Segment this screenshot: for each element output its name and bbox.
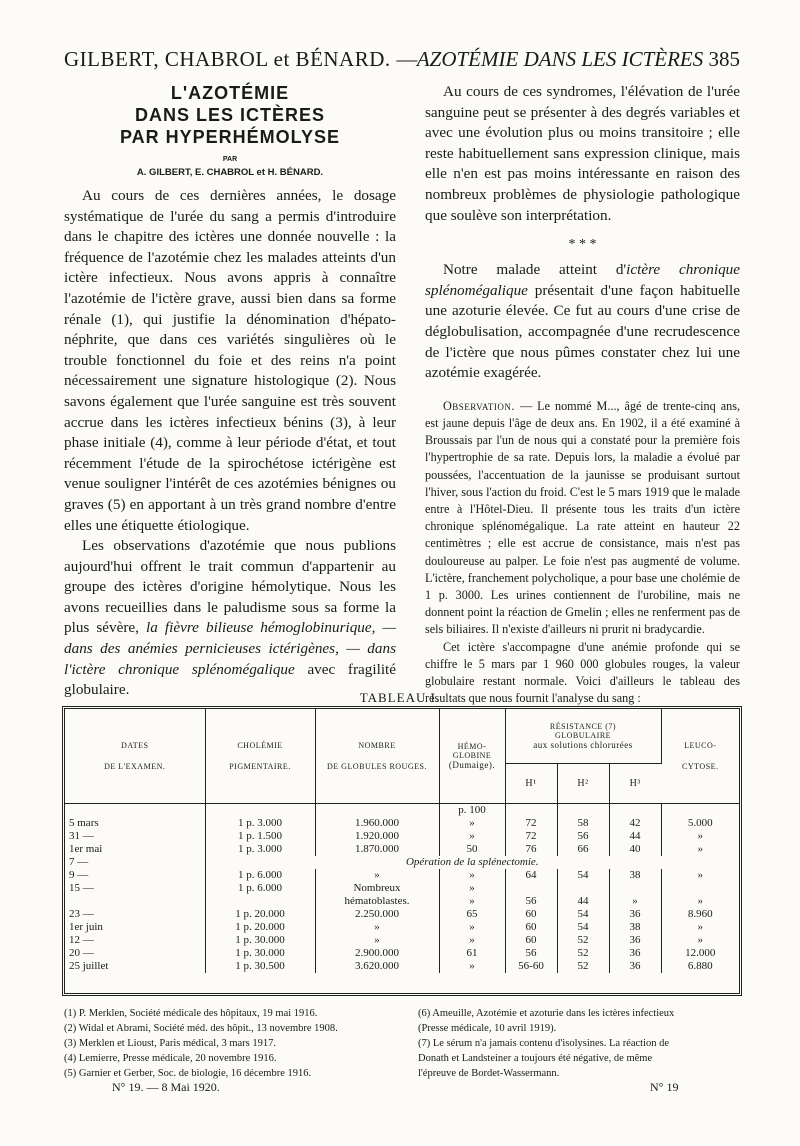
observation-paragraph <box>425 398 740 639</box>
cell-nombre: Nombreux <box>315 882 439 895</box>
header-leucocytose <box>661 709 739 804</box>
cell-hemo: » <box>439 830 505 843</box>
cell-date: 9 — <box>65 869 205 882</box>
cell-nombre: » <box>315 921 439 934</box>
footnote-7c: l'épreuve de Bordet-Wassermann. <box>418 1068 560 1079</box>
cell-h2: 56 <box>557 830 609 843</box>
cell-chol: 1 p. 20.000 <box>205 921 315 934</box>
cell-h3: 36 <box>609 908 661 921</box>
observation-text: — Le nommé M..., âgé de trente-cinq ans, est jaune depuis l'âge de deux ans. En 1902, il a été examiné à Broussais par l'un de nous qui a constaté pour la première fois l'hypertrophie de sa rate. Depuis lors, la maladie a évolué par poussées, l'accentuation de la jaunisse se produisant surtout l'hiver, sous l'action du froid. C'est le 5 mars 1919 que le malade entre à l'Hôtel-Dieu. Il présente tous les traits d'un ictère chronique splénomégalique. La rate atteint en hauteur 22 centimètres ; elle est accrue de consistance, mais n'est pas douloureuse au palper. Le foie n'est pas augmenté de volume. L'ictère, franchement polycholique, a pour base une cholémie de 1 p. 3000. Les urines contiennent de l'urobiline, mais ne donnent point la réaction de Gmelin ; elles ne renferment pas de sels biliaires. Il n'existe d'ailleurs ni prurit ni bradycardie. <box>425 398 741 637</box>
right-p2-end: présentait d'une façon habituelle une azoturie élevée. Ce fut au cours d'une crise de déglobulisation, accompagnée d'une recrudescence de l'ictère que nous pûmes constater chez lui une azotémie exagérée. <box>425 281 741 382</box>
footnote-7b: Donath et Landsteiner a toujours été négative, de même <box>418 1053 653 1064</box>
footnote-7: (7) Le sérum n'a jamais contenu d'isolysines. La réaction de <box>418 1038 670 1049</box>
table-row <box>65 817 739 830</box>
cell-date: 1er juin <box>65 921 205 934</box>
cell-nombre: 3.620.000 <box>315 960 439 973</box>
header-h1: H¹ <box>505 764 557 804</box>
cell-h3: 38 <box>609 869 661 882</box>
issue-info: N° 19. — 8 Mai 1920. <box>112 1080 220 1094</box>
footnotes-left <box>64 1006 404 1081</box>
blood-analysis-table <box>62 706 742 996</box>
cell-h3: » <box>609 895 661 908</box>
header-cholemie-2: PIGMENTAIRE. <box>229 762 291 771</box>
table-row <box>65 960 739 973</box>
cell-leuco: » <box>697 830 703 842</box>
left-p2-end: avec fragilité globulaire. <box>64 660 396 699</box>
cell-hemo: » <box>439 921 505 934</box>
table-body-before <box>65 817 739 856</box>
operation-row <box>65 856 739 869</box>
running-header <box>64 47 740 77</box>
cell-leuco: » <box>697 895 703 907</box>
header-hemo-2: GLOBINE <box>452 751 492 760</box>
cell-chol <box>205 895 315 908</box>
left-p2-text: Les observations d'azotémie que nous publions aujourd'hui offrent le trait commun d'appartenir au groupe des ictères d'origine hémolytique. Nous les avons recueillies dans le paludisme sous sa forme la plus sévère, <box>64 537 396 637</box>
header-resist-1: RÉSISTANCE (7) <box>549 722 617 731</box>
cell-nombre: » <box>315 934 439 947</box>
unit-row <box>65 804 739 818</box>
header-dates-2: DE L'EXAMEN. <box>104 762 166 771</box>
cell-leuco: 8.960 <box>687 908 713 920</box>
cell-date <box>65 895 205 908</box>
article-title-line-2: DANS LES ICTÈRES <box>134 105 326 125</box>
cell-leuco: » <box>697 934 703 946</box>
header-cholemie <box>205 709 315 804</box>
table-row <box>65 869 739 882</box>
left-paragraph-1: Au cours de ces dernières années, le dosage systématique de l'urée du sang a permis d'introduire dans le chapitre des ictères une donnée nouvelle : la fréquence de l'azotémie chez les malades atteints d'un ictère infectieux. Nous avons appris à connaître l'azotémie de l'ictère grave, aussi bien dans sa forme rénale (1), qui justifie la dénomination d'hépato-néphrite, que dans ces variétés singulières où le trouble fonctionnel du foie et des reins n'a point nécessairement une signature histologique (2). Nous savons également que l'urée sanguine est très souvent accrue dans les ictères infectieux bénins (3), à leur phase initiale (4), comme à leur période d'état, et tout récemment l'étude de la spirochétose ictérigène est venue souligner l'intérêt de ces azotémies bénignes ou graves (5) en apportant à un très grand nombre d'entre elles une étiquette étiologique. <box>64 187 396 534</box>
table-row <box>65 921 739 934</box>
table-row <box>65 947 739 960</box>
footnote-4: (4) Lemierre, Presse médicale, 20 novembre 1916. <box>64 1053 277 1064</box>
footnote-6b: (Presse médicale, 10 avril 1919). <box>418 1023 557 1034</box>
cell-chol: 1 p. 30.000 <box>205 934 315 947</box>
footnote-1: (1) P. Merklen, Société médicale des hôpitaux, 19 mai 1916. <box>64 1008 318 1019</box>
footnote-6: (6) Ameuille, Azotémie et azoturie dans les ictères infectieux <box>418 1008 675 1019</box>
cell-h2: 58 <box>557 817 609 830</box>
cell-nombre: 2.250.000 <box>315 908 439 921</box>
footnote-3: (3) Merklen et Lioust, Paris médical, 3 mars 1917. <box>64 1038 276 1049</box>
table-row <box>65 830 739 843</box>
table-row <box>65 882 739 895</box>
cell-chol: 1 p. 3.000 <box>205 843 315 856</box>
cell-h1: 72 <box>505 830 557 843</box>
footnotes-right <box>418 1006 740 1081</box>
right-p2-italic: ictère chronique splénomégalique <box>425 261 740 299</box>
cell-h1 <box>505 882 557 895</box>
right-paragraph-2 <box>425 260 740 384</box>
header-dates-1: DATES <box>121 741 149 750</box>
table-row <box>65 843 739 856</box>
article-authors: A. GILBERT, E. CHABROL et H. BÉNARD. <box>136 167 324 178</box>
cell-leuco <box>661 882 739 895</box>
cell-date: 20 — <box>65 947 205 960</box>
cell-leuco: » <box>697 843 703 855</box>
header-cholemie-1: CHOLÉMIE <box>237 741 283 750</box>
cell-h2 <box>557 882 609 895</box>
header-nombre <box>315 709 439 804</box>
header-title <box>417 47 740 72</box>
cell-h3: 38 <box>609 921 661 934</box>
cell-hemo: » <box>439 960 505 973</box>
cell-leuco: 5.000 <box>687 817 713 829</box>
header-resist-3: aux solutions chlorurées <box>533 740 633 750</box>
observation <box>425 398 740 708</box>
cell-hemo: » <box>439 882 505 895</box>
cell-hemo: » <box>439 934 505 947</box>
cell-hemo: 65 <box>439 908 505 921</box>
right-p2-text: Notre malade atteint d' <box>443 261 627 279</box>
cell-date: 25 juillet <box>65 960 205 973</box>
cell-nombre: 2.900.000 <box>315 947 439 960</box>
cell-h2: 54 <box>557 869 609 882</box>
section-stars: * * * <box>568 237 597 253</box>
observation-label: Observation. <box>443 398 515 413</box>
header-hemo-1: HÉMO- <box>457 742 487 751</box>
cell-h2: 44 <box>557 895 609 908</box>
header-hemo-3: (Dumaige). <box>448 760 496 770</box>
cell-hemo: » <box>439 817 505 830</box>
cell-date: 5 mars <box>65 817 205 830</box>
cell-h2: 54 <box>557 908 609 921</box>
cell-chol: 1 p. 6.000 <box>205 869 315 882</box>
cell-h3: 40 <box>609 843 661 856</box>
header-authors: GILBERT, CHABROL et BÉNARD. — <box>64 47 418 71</box>
header-resistance <box>505 709 661 764</box>
cell-leuco: 12.000 <box>685 947 716 959</box>
cell-chol: 1 p. 30.500 <box>205 960 315 973</box>
cell-leuco: » <box>697 869 703 881</box>
cell-date: 15 — <box>65 882 205 895</box>
left-p2-italic: la fièvre bilieuse hémoglobinurique, — dans des anémies pernicieuses ictérigènes, — dans l'ictère chronique splénomégalique <box>64 619 396 678</box>
cell-chol: 1 p. 1.500 <box>205 830 315 843</box>
cell-h1: 76 <box>505 843 557 856</box>
header-h3: H³ <box>609 764 661 804</box>
right-body <box>425 82 740 384</box>
header-leuco-2: CYTOSE. <box>682 762 719 771</box>
table-body-after <box>65 869 739 973</box>
cell-hemo: 61 <box>439 947 505 960</box>
cell-chol: 1 p. 30.000 <box>205 947 315 960</box>
cell-leuco: 6.880 <box>687 960 713 972</box>
left-paragraph-2 <box>64 536 396 701</box>
observation-paragraph-2: Cet ictère s'accompagne d'une anémie profonde qui se chiffre le 5 mars par 1 960 000 globules rouges, la valeur globulaire restant normale. Voici d'ailleurs le tableau des résultats que nous fournit l'analyse du sang : <box>425 639 740 706</box>
cell-h1: 64 <box>505 869 557 882</box>
operation-note: Opération de la splénectomie. <box>405 856 539 868</box>
cell-h1: 60 <box>505 921 557 934</box>
cell-date: 31 — <box>65 830 205 843</box>
footnote-2: (2) Widal et Abrami, Société méd. des hôpit., 13 novembre 1908. <box>64 1023 338 1034</box>
page-number: 385 <box>708 47 740 71</box>
cell-nombre: » <box>315 869 439 882</box>
cell-h1: 56-60 <box>505 960 557 973</box>
cell-date: 12 — <box>65 934 205 947</box>
cell-h2: 52 <box>557 947 609 960</box>
right-column <box>425 82 740 707</box>
cell-h3 <box>609 882 661 895</box>
header-h2: H² <box>557 764 609 804</box>
cell-chol: 1 p. 6.000 <box>205 882 315 895</box>
cell-hemo: 50 <box>439 843 505 856</box>
cell-h1: 60 <box>505 934 557 947</box>
cell-h3: 36 <box>609 960 661 973</box>
header-leuco-1: LEUCO- <box>684 741 717 750</box>
table-row <box>65 934 739 947</box>
cell-nombre: 1.920.000 <box>315 830 439 843</box>
cell-nombre: hématoblastes. <box>315 895 439 908</box>
left-column <box>64 82 396 701</box>
cell-chol: 1 p. 3.000 <box>205 817 315 830</box>
cell-nombre: 1.870.000 <box>315 843 439 856</box>
table-row <box>65 908 739 921</box>
cell-chol: 1 p. 20.000 <box>205 908 315 921</box>
issue-number: N° 19 <box>650 1080 679 1094</box>
cell-h1: 56 <box>505 947 557 960</box>
article-title-line-1: L'AZOTÉMIE <box>170 83 290 103</box>
cell-h1: 72 <box>505 817 557 830</box>
unit-cell: p. 100 <box>439 804 505 818</box>
header-nombre-1: NOMBRE <box>358 741 396 750</box>
header-dates <box>65 709 205 804</box>
header-nombre-2: DE GLOBULES ROUGES. <box>327 762 427 771</box>
table-caption: TABLEAU I. <box>359 690 441 705</box>
header-title-text: AZOTÉMIE DANS LES ICTÈRES <box>416 47 704 71</box>
cell-h2: 52 <box>557 934 609 947</box>
cell-date: 1er mai <box>65 843 205 856</box>
cell-h3: 44 <box>609 830 661 843</box>
cell-h1: 60 <box>505 908 557 921</box>
cell-date: 23 — <box>65 908 205 921</box>
cell-h1: 56 <box>505 895 557 908</box>
cell-h3: 42 <box>609 817 661 830</box>
cell-leuco: » <box>697 921 703 933</box>
table-header-row <box>65 709 739 764</box>
cell-hemo: » <box>439 895 505 908</box>
cell-h3: 36 <box>609 947 661 960</box>
cell-h3: 36 <box>609 934 661 947</box>
cell-h2: 52 <box>557 960 609 973</box>
table-row <box>65 895 739 908</box>
cell-h2: 54 <box>557 921 609 934</box>
right-paragraph-1: Au cours de ces syndromes, l'élévation de l'urée sanguine peut se présenter à des degrés variables et avec une évolution plus ou moins transitoire ; elle reste habituellement sans expression clinique, mais elle n'en est pas moins intéressante en raison des nombreux problèmes de physiologie pathologique que soulève son interprétation. <box>425 83 740 224</box>
left-body <box>64 186 396 701</box>
par-label: PAR <box>222 156 238 163</box>
article-title-line-3: PAR HYPERHÉMOLYSE <box>119 127 341 147</box>
header-hemoglobine <box>439 709 505 804</box>
operation-date: 7 — <box>65 856 205 869</box>
header-resist-2: GLOBULAIRE <box>554 731 612 740</box>
footnote-5: (5) Garnier et Gerber, Soc. de biologie, 16 décembre 1916. <box>64 1068 312 1079</box>
cell-nombre: 1.960.000 <box>315 817 439 830</box>
cell-h2: 66 <box>557 843 609 856</box>
cell-hemo: » <box>439 869 505 882</box>
